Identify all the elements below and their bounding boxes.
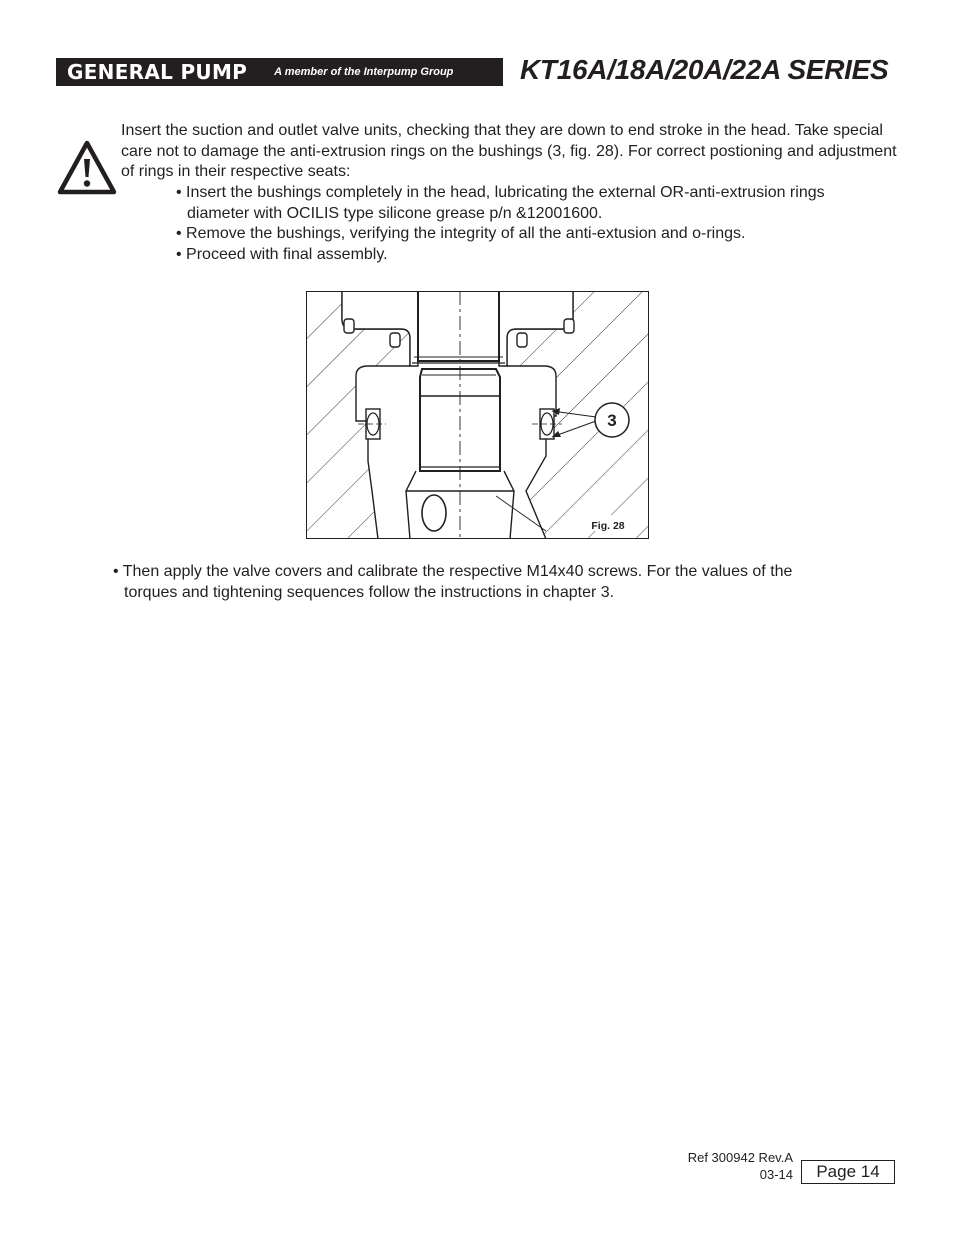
instruction-list: [176, 183, 916, 265]
warning-intro-text: Insert the suction and outlet valve units, checking that they are down to end stroke in the head. Take special care not to damage the anti-extrusion rings on the bushings (3, fig. 28). For correct postioning and adjustment of rings in their respective seats:: [121, 122, 897, 180]
callout-label: 3: [607, 411, 617, 430]
warning-triangle-icon: [56, 139, 118, 197]
final-step-line: • Then apply the valve covers and calibrate the respective M14x40 screws. For the values of the: [113, 563, 793, 580]
final-step-continuation: torques and tightening sequences follow the instructions in chapter 3.: [124, 583, 615, 601]
list-item: • Proceed with final assembly.: [176, 245, 388, 263]
list-item: • Insert the bushings completely in the head, lubricating the external OR-anti-extrusion rings: [176, 184, 825, 201]
figure-caption: Fig. 28: [591, 520, 625, 532]
list-item: • Remove the bushings, verifying the integrity of all the anti-extusion and o-rings.: [176, 225, 746, 242]
brand-name: GENERAL PUMP: [67, 60, 248, 84]
technical-drawing-fig28: [306, 291, 649, 539]
page-number: Page 14: [801, 1160, 895, 1184]
brand-tagline: A member of the Interpump Group: [274, 66, 454, 78]
page-title: KT16A/18A/20A/22A SERIES: [520, 54, 889, 85]
revision-date: 03-14: [759, 1167, 793, 1182]
final-step-text: [113, 562, 903, 603]
header-bar: [56, 58, 503, 86]
list-item-continuation: diameter with OCILIS type silicone grease p/n &12001600.: [187, 204, 603, 222]
reference-number: Ref 300942 Rev.A: [687, 1150, 793, 1165]
document-reference: [640, 1149, 793, 1183]
